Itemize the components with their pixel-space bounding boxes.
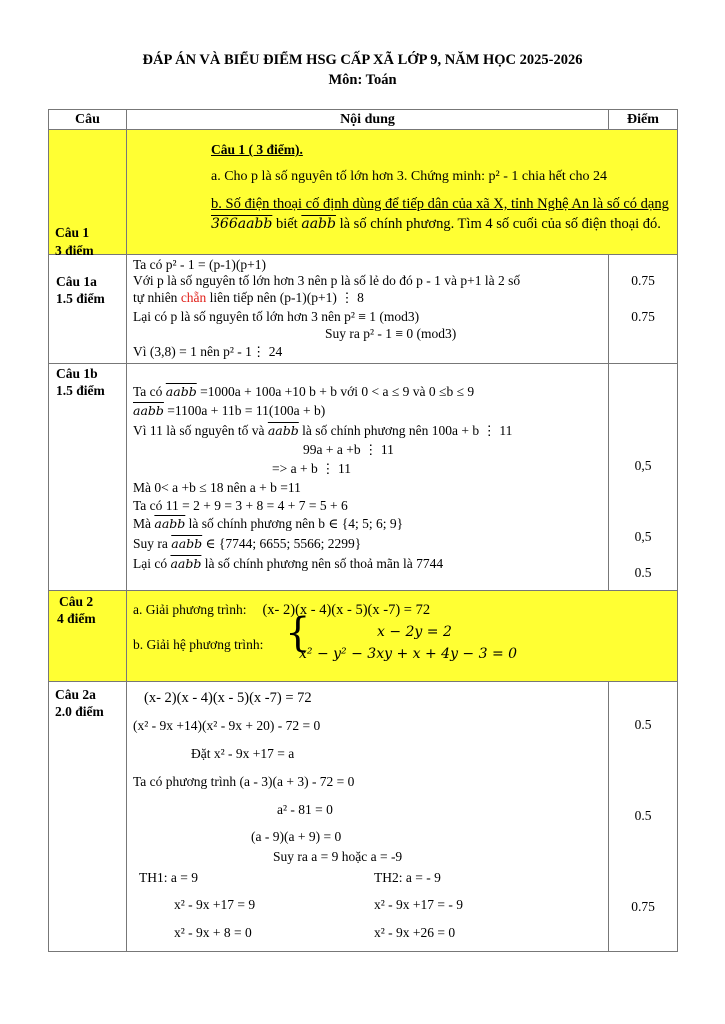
subject-title: Môn: Toán	[328, 72, 397, 88]
q2-label: Câu 2 4 điểm	[49, 591, 127, 682]
table-row	[49, 682, 678, 952]
q1-part-a: a. Cho p là số nguyên tố lớn hơn 3. Chứng minh: p² - 1 chia hết cho 24	[211, 169, 607, 184]
system-eq-2: x² − y² − 3xy + x + 4y − 3 = 0	[299, 646, 518, 662]
table-header-row	[49, 110, 678, 130]
document-title: ĐÁP ÁN VÀ BIỂU ĐIỂM HSG CẤP XÃ LỚP 9, NĂM HỌC 2025-2026	[142, 52, 583, 68]
system-eq-1: x − 2y = 2	[377, 624, 452, 640]
q1-part-b-line2: 366aabb biết aabb là số chính phương. Tìm 4 số cuối của số điện thoại đó.	[211, 216, 661, 232]
q1b-score: 0,5 0,5 0.5	[609, 364, 678, 591]
q1b-label: Câu 1b 1.5 điểm	[49, 364, 127, 591]
table-row	[49, 364, 678, 591]
table-row	[49, 255, 678, 364]
header-noi-dung: Nội dung	[127, 110, 609, 130]
q2-content: a. Giải phương trình: (x- 2)(x - 4)(x - 5)(x -7) = 72 b. Giải hệ phương trình: { x − 2y = 2 x² − y² − 3xy + x + 4y − 3 = 0	[127, 591, 678, 682]
table-row	[49, 591, 678, 682]
header-diem: Điểm	[609, 110, 678, 130]
table-row	[49, 130, 678, 255]
q1b-content: Ta có aabb =1000a + 100a +10 b + b với 0 < a ≤ 9 và 0 ≤b ≤ 9 aabb =1100a + 11b = 11(100a + b) Vì 11 là số nguyên tố và aabb là số chính phương nên 100a + b ⋮ 11 99a + a +b ⋮ 11 => a + b ⋮ 11 Mà 0< a +b ≤ 18 nên a + b =11 Ta có 11 = 2 + 9 = 3 + 8 = 4 + 7 = 5 + 6 Mà aabb là số chính phương nên b ∈ {4; 5; 6; 9} Suy ra aabb ∈ {7744; 6655; 5566; 2299} Lại có aabb là số chính phương nên số thoả mãn là 7744	[127, 364, 609, 591]
q2a-label: Câu 2a 2.0 điểm	[49, 682, 127, 952]
q2a-score: 0.5 0.5 0.75	[609, 682, 678, 952]
q1-part-b-line1: b. Số điện thoại cố định dùng để tiếp dân của xã X, tỉnh Nghệ An là số có dạng	[211, 196, 669, 212]
q1-content	[127, 130, 678, 255]
q1a-label: Câu 1a 1.5 điểm	[49, 255, 127, 364]
q1-label: Câu 1 3 điểm	[49, 130, 127, 255]
q2a-content: (x- 2)(x - 4)(x - 5)(x -7) = 72 (x² - 9x +14)(x² - 9x + 20) - 72 = 0 Đặt x² - 9x +17 = a Ta có phương trình (a - 3)(a + 3) - 72 = 0 a² - 81 = 0 (a - 9)(a + 9) = 0 Suy ra a = 9 hoặc a = -9 TH1: a = 9 TH2: a = - 9 x² - 9x +17 = 9 x² - 9x +17 = - 9 x² - 9x + 8 = 0 x² - 9x +26 = 0	[127, 682, 609, 952]
answer-table	[48, 109, 678, 952]
q1-heading: Câu 1 ( 3 điểm).	[211, 142, 303, 157]
header-cau: Câu	[49, 110, 127, 130]
q1a-score: 0.75 0.75	[609, 255, 678, 364]
q1a-content: Ta có p² - 1 = (p-1)(p+1) Với p là số nguyên tố lớn hơn 3 nên p là số lẻ do đó p - 1 và p+1 là 2 số tự nhiên chẵn liên tiếp nên (p-1)(p+1) ⋮ 8 Lại có p là số nguyên tố lớn hơn 3 nên p² ≡ 1 (mod3) Suy ra p² - 1 ≡ 0 (mod3) Vì (3,8) = 1 nên p² - 1⋮ 24	[127, 255, 609, 364]
